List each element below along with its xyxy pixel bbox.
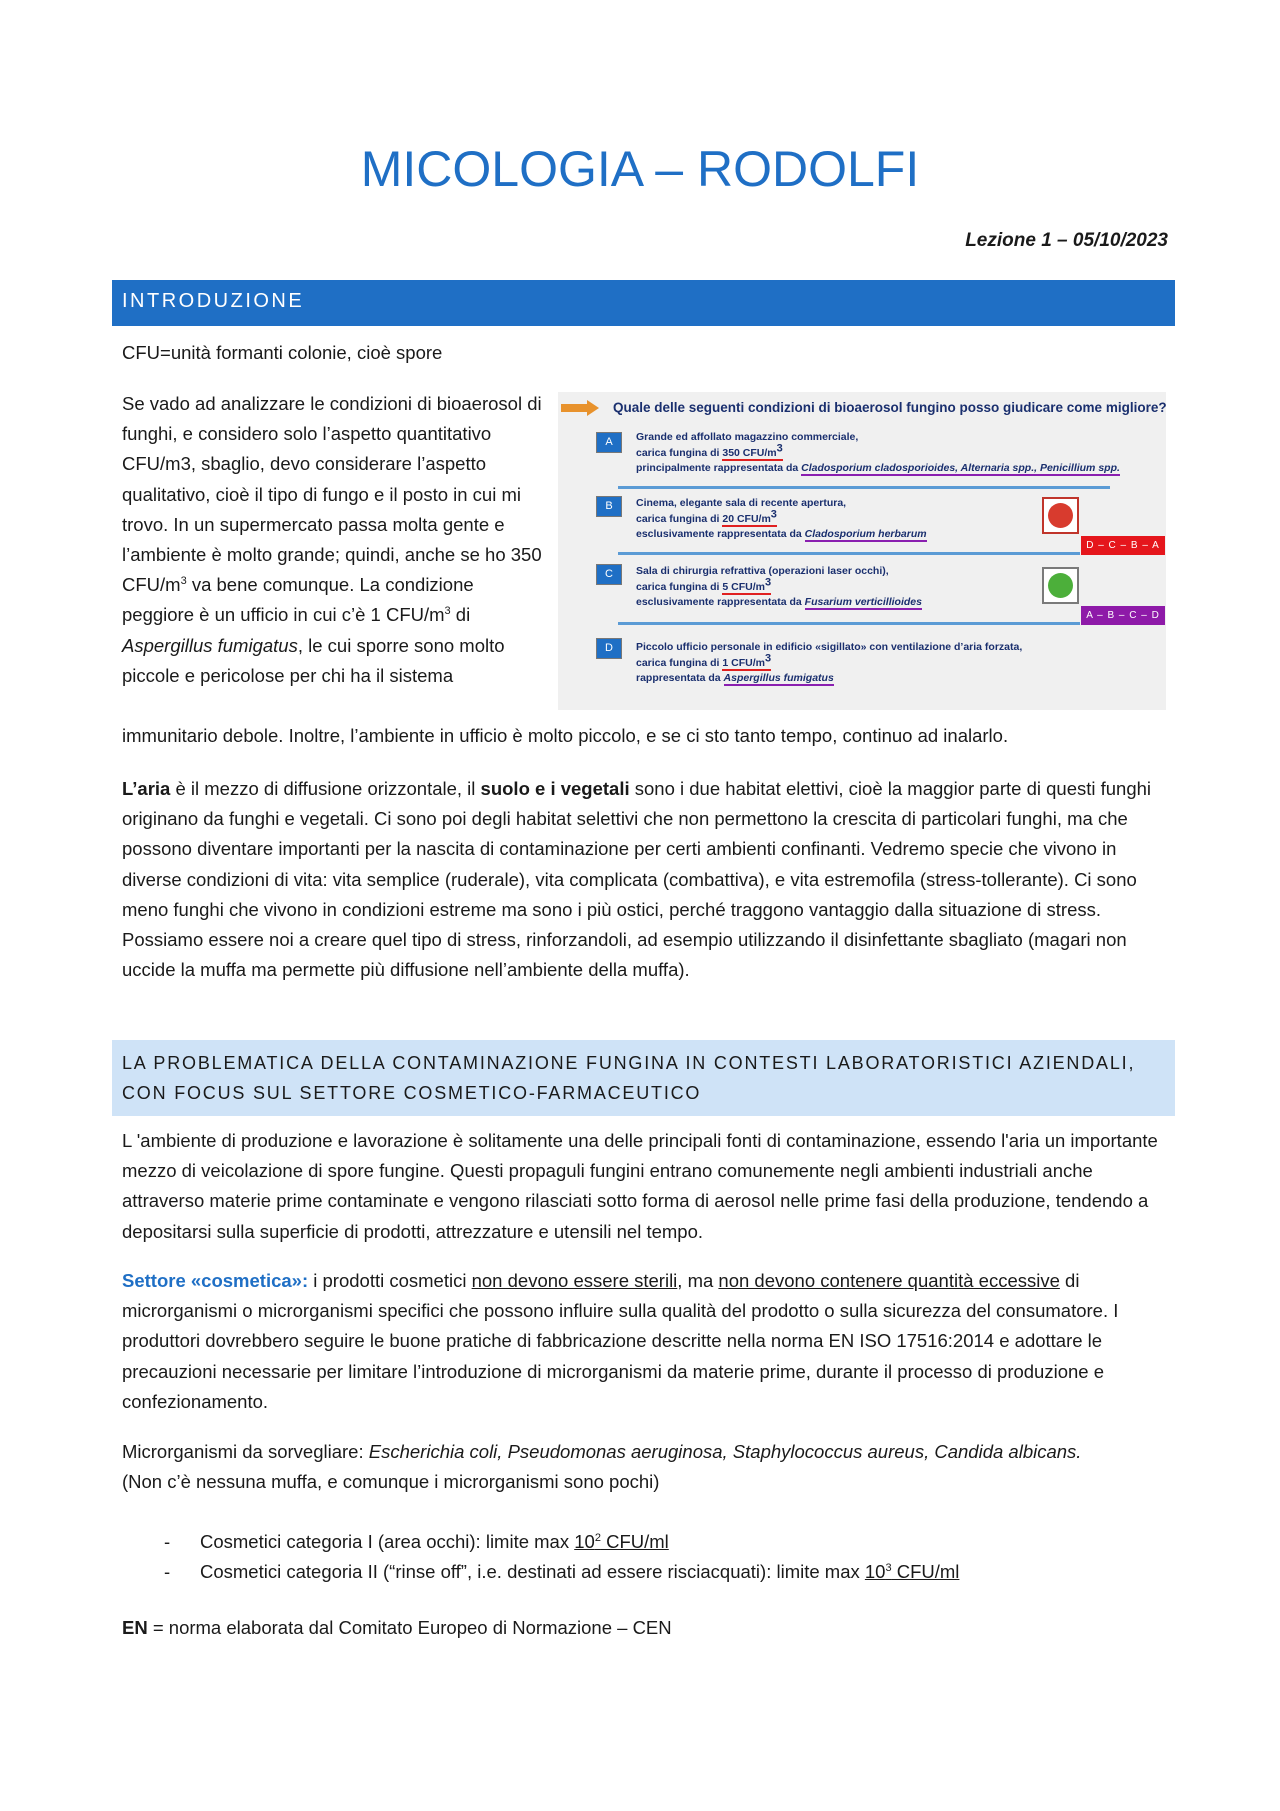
lesson-date: Lezione 1 – 05/10/2023: [965, 230, 1168, 251]
bioaerosol-quiz-figure: [558, 392, 1166, 710]
figure-question: Quale delle seguenti condizioni di bioaerosol fungino posso giudicare come migliore?: [613, 400, 1167, 415]
section-heading-contaminazione: LA PROBLEMATICA DELLA CONTAMINAZIONE FUNGINA IN CONTESTI LABORATORISTICI AZIENDALI, CON FOCUS SUL SETTORE COSMETICO-FARMACEUTICO: [112, 1040, 1175, 1116]
option-d-box: D: [596, 638, 622, 659]
option-b-box: B: [596, 496, 622, 517]
microorganisms-paragraph: Microrganismi da sorvegliare: Escherichia coli, Pseudomonas aeruginosa, Staphylococcus aureus, Candida albicans. (Non c’è nessuna muffa, e comunque i microrganismi sono pochi): [122, 1441, 1082, 1493]
intro-paragraph-tail: immunitario debole. Inoltre, l’ambiente in ufficio è molto piccolo, e se ci sto tanto tempo, continuo ad inalarlo.: [122, 725, 1009, 746]
divider-line: [618, 552, 1080, 555]
page-title: MICOLOGIA – RODOLFI: [360, 141, 920, 197]
thumbs-down-icon: [1042, 497, 1079, 534]
divider-line: [618, 486, 1110, 489]
en-definition: EN = norma elaborata dal Comitato Europeo di Normazione – CEN: [122, 1617, 672, 1638]
divider-line: [618, 622, 1080, 625]
arrow-right-icon: [561, 400, 599, 416]
cosmetics-paragraph: Settore «cosmetica»: i prodotti cosmetici non devono essere sterili, ma non devono contenere quantità eccessive di microrganismi o microrganismi specifici che possono influire sulla qualità del prodotto o sulla sicurezza del consumatore. I produttori dovrebbero seguire le buone pratiche di fabbricazione descritte nella norma EN ISO 17516:2014 e adottare le precauzioni necessarie per limitare l’introduzione di microrganismi da materie prime, durante il processo di produzione e confezionamento.: [122, 1270, 1119, 1412]
aria-paragraph: L’aria è il mezzo di diffusione orizzontale, il suolo e i vegetali sono i due habitat elettivi, cioè la maggior parte di questi funghi originano da funghi e vegetali. Ci sono poi degli habitat selettivi che non permettono la crescita di particolari funghi, ma che possono diventare importanti per la nascita di contaminazione per certi ambienti confinanti. Vedremo specie che vivono in diverse condizioni di vita: vita semplice (ruderale), vita complicata (combattiva), e vita estremofila (stress-tollerante). Ci sono meno funghi che vivono in condizioni estreme ma sono i più ostici, perché traggono vantaggio dalla situazione di stress. Possiamo essere noi a creare quel tipo di stress, rinforzandoli, ad esempio utilizzando il disinfettante sbagliato (magari non uccide la muffa ma permette più diffusione nell’ambiente della muffa).: [122, 778, 1152, 981]
option-c-box: C: [596, 564, 622, 585]
wrong-order-tag: D – C – B – A: [1081, 536, 1165, 555]
production-paragraph: L 'ambiente di produzione e lavorazione è solitamente una delle principali fonti di contaminazione, essendo l'aria un importante mezzo di veicolazione di spore fungine. Questi propaguli fungini entrano comunemente negli ambienti industriali anche attraverso materie prime contaminate e vengono rilasciati sotto forma di aerosol nelle prime fasi della produzione, tendendo a depositarsi sulla superficie di prodotti, attrezzature e utensili nel tempo.: [122, 1130, 1158, 1242]
option-d-text: Piccolo ufficio personale in edificio «sigillato» con ventilazione d’aria forzata, carica fungina di 1 CFU/m3 rappresentata da Aspergillus fumigatus: [636, 641, 1023, 684]
correct-order-tag: A – B – C – D: [1081, 606, 1165, 625]
cfu-definition: CFU=unità formanti colonie, cioè spore: [122, 342, 443, 363]
option-b-text: Cinema, elegante sala di recente apertura, carica fungina di 20 CFU/m3 esclusivamente rappresentata da Cladosporium herbarum: [636, 497, 927, 540]
limits-list: [122, 1527, 959, 1587]
option-a-box: A: [596, 432, 622, 453]
option-c-text: Sala di chirurgia refrattiva (operazioni laser occhi), carica fungina di 5 CFU/m3 esclusivamente rappresentata da Fusarium verticillioides: [636, 565, 922, 608]
thumbs-up-icon: [1042, 567, 1079, 604]
list-item: - Cosmetici categoria I (area occhi): limite $\max 10^2$ CFU/ml: [164, 1531, 669, 1552]
option-a-text: Grande ed affollato magazzino commerciale, carica fungina di 350 CFU/m3 principalmente rappresentata da Cladosporium cladosporioides, Alternaria spp., Penicillium spp.: [636, 431, 1120, 474]
section-heading-introduzione: INTRODUZIONE: [112, 280, 1175, 326]
list-item: - Cosmetici categoria II (“rinse off”, i.e. destinati ad essere risciacquati): limite $\max 10^3$ CFU/ml: [164, 1561, 960, 1583]
species-name: Aspergillus fumigatus: [122, 634, 298, 656]
intro-paragraph: Se vado ad analizzare le condizioni di bioaerosol di funghi, e considero solo l’aspetto quantitativo CFU/m3, sbaglio, devo considerare l’aspetto qualitativo, cioè il tipo di fungo e il posto in cui mi trovo. In un supermercato passa molta gente e l’ambiente è molto grande; quindi, anche se ho 350 CFU/$m^3$ va bene comunque. La condizione peggiore è un ufficio in cui c’è 1 CFU/$m^3$ di Aspergillus fumigatus, le cui sporre sono molto piccole e pericolose per chi ha il sistema: [122, 393, 542, 686]
